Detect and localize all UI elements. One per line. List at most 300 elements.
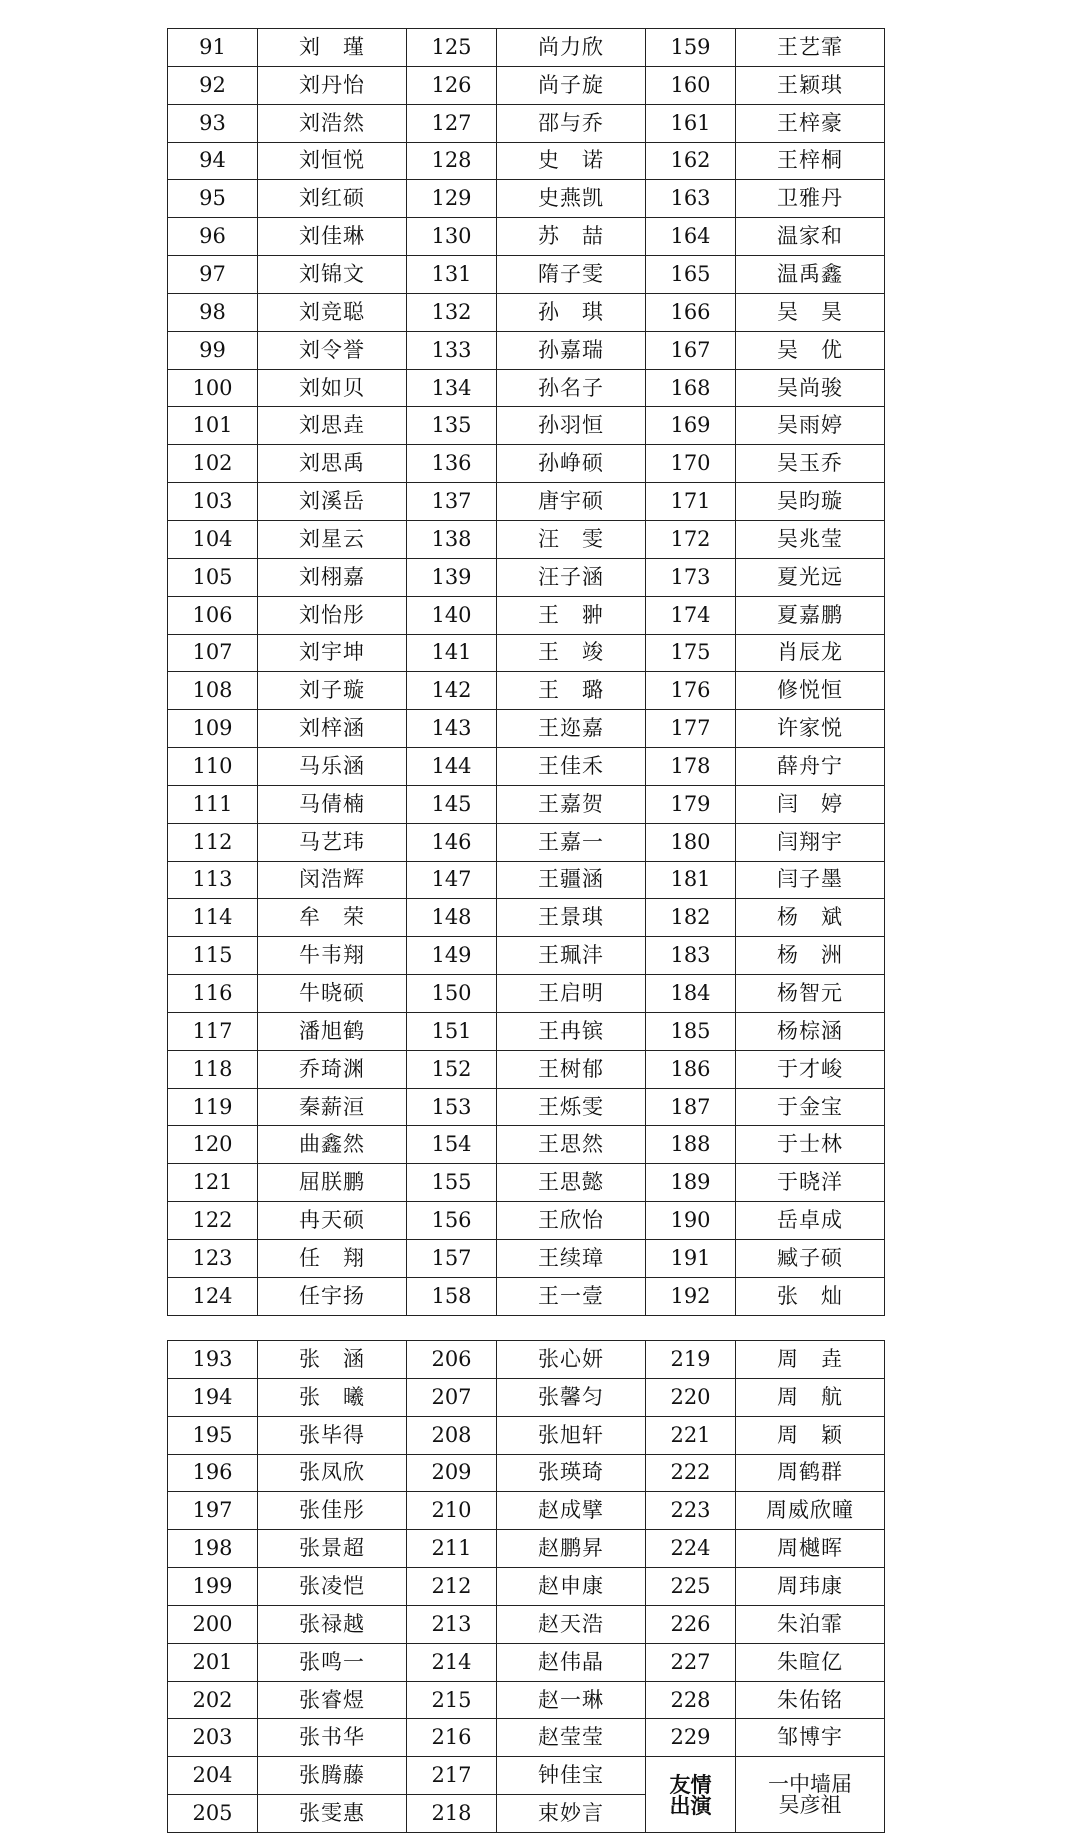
- cell-number: 109: [168, 710, 258, 748]
- cell-number: 116: [168, 975, 258, 1013]
- cell-number: 163: [646, 180, 736, 218]
- cell-number: 223: [646, 1492, 736, 1530]
- cell-number: 212: [407, 1568, 497, 1606]
- cell-number: 161: [646, 104, 736, 142]
- cell-name: 张瑛琦: [497, 1454, 646, 1492]
- cell-number: 106: [168, 596, 258, 634]
- cell-name: 马乐涵: [258, 748, 407, 786]
- cell-name: 刘如贝: [258, 369, 407, 407]
- cell-name: 苏 喆: [497, 218, 646, 256]
- cell-number: 126: [407, 66, 497, 104]
- cell-name: 肖辰龙: [736, 634, 885, 672]
- cell-name: 王思懿: [497, 1164, 646, 1202]
- cell-number: 111: [168, 785, 258, 823]
- cell-number: 145: [407, 785, 497, 823]
- cell-name: 王疆涵: [497, 861, 646, 899]
- table-row: [168, 1164, 885, 1202]
- cell-number: 224: [646, 1530, 736, 1568]
- cell-name: 王艺霏: [736, 29, 885, 67]
- cell-name: 赵一琳: [497, 1681, 646, 1719]
- cell-name: 王一壹: [497, 1277, 646, 1315]
- cell-number: 155: [407, 1164, 497, 1202]
- table-row: [168, 1378, 885, 1416]
- cell-number: 203: [168, 1719, 258, 1757]
- cell-name: 闵浩辉: [258, 861, 407, 899]
- cell-name: 张 曦: [258, 1378, 407, 1416]
- cell-number: 191: [646, 1240, 736, 1278]
- cell-number: 199: [168, 1568, 258, 1606]
- cell-name: 张凌恺: [258, 1568, 407, 1606]
- cell-name: 潘旭鹤: [258, 1012, 407, 1050]
- table-row: [168, 1757, 885, 1795]
- cell-name: 刘梓涵: [258, 710, 407, 748]
- cell-number: 182: [646, 899, 736, 937]
- table-row: [168, 634, 885, 672]
- cell-name: 于士林: [736, 1126, 885, 1164]
- cell-number: 147: [407, 861, 497, 899]
- table-row: [168, 1492, 885, 1530]
- cell-name: 牛韦翔: [258, 937, 407, 975]
- cell-number: 225: [646, 1568, 736, 1606]
- table-row: [168, 1126, 885, 1164]
- cell-name: 汪子涵: [497, 558, 646, 596]
- cell-name: 邹博宇: [736, 1719, 885, 1757]
- cell-number: 144: [407, 748, 497, 786]
- cell-name: 孙峥硕: [497, 445, 646, 483]
- cell-number: 96: [168, 218, 258, 256]
- cell-name: 夏嘉鹏: [736, 596, 885, 634]
- cell-number: 229: [646, 1719, 736, 1757]
- cell-number: 202: [168, 1681, 258, 1719]
- cell-number: 149: [407, 937, 497, 975]
- cell-number: 183: [646, 937, 736, 975]
- guest-name-line: 一中墙届: [768, 1771, 852, 1796]
- cell-number: 120: [168, 1126, 258, 1164]
- cell-name: 杨智元: [736, 975, 885, 1013]
- cell-name: 史 诺: [497, 142, 646, 180]
- cell-number: 226: [646, 1605, 736, 1643]
- cell-number: 139: [407, 558, 497, 596]
- cell-number: 152: [407, 1050, 497, 1088]
- cell-number: 146: [407, 823, 497, 861]
- cell-number: 175: [646, 634, 736, 672]
- cell-name: 臧子硕: [736, 1240, 885, 1278]
- cell-number: 99: [168, 331, 258, 369]
- cell-number: 176: [646, 672, 736, 710]
- cell-number: 133: [407, 331, 497, 369]
- cell-number: 151: [407, 1012, 497, 1050]
- cell-number: 190: [646, 1202, 736, 1240]
- cell-number: 160: [646, 66, 736, 104]
- cell-name: 赵莹莹: [497, 1719, 646, 1757]
- table-row: [168, 672, 885, 710]
- table-row: [168, 445, 885, 483]
- cell-name: 刘星云: [258, 520, 407, 558]
- table-row: [168, 218, 885, 256]
- cell-name: 刘浩然: [258, 104, 407, 142]
- cell-name: 隋子雯: [497, 256, 646, 294]
- cell-name: 周玮康: [736, 1568, 885, 1606]
- cell-name: 于才峻: [736, 1050, 885, 1088]
- cell-number: 154: [407, 1126, 497, 1164]
- table-row: [168, 596, 885, 634]
- guest-appearance-name: [736, 1757, 885, 1833]
- cell-name: 牛晓硕: [258, 975, 407, 1013]
- cell-number: 153: [407, 1088, 497, 1126]
- cell-number: 114: [168, 899, 258, 937]
- cell-number: 166: [646, 293, 736, 331]
- cell-number: 115: [168, 937, 258, 975]
- cell-name: 吴兆莹: [736, 520, 885, 558]
- cell-number: 179: [646, 785, 736, 823]
- cell-name: 朱泊霏: [736, 1605, 885, 1643]
- cell-name: 张馨匀: [497, 1378, 646, 1416]
- cell-name: 周威欣曈: [736, 1492, 885, 1530]
- cell-name: 王冉镔: [497, 1012, 646, 1050]
- cell-number: 168: [646, 369, 736, 407]
- table-row: [168, 483, 885, 521]
- cell-name: 秦薪洹: [258, 1088, 407, 1126]
- cell-number: 204: [168, 1757, 258, 1795]
- cell-name: 闫 婷: [736, 785, 885, 823]
- cell-name: 钟佳宝: [497, 1757, 646, 1795]
- cell-number: 165: [646, 256, 736, 294]
- cell-number: 98: [168, 293, 258, 331]
- cell-number: 228: [646, 1681, 736, 1719]
- cell-name: 刘令誉: [258, 331, 407, 369]
- cell-number: 125: [407, 29, 497, 67]
- table-row: [168, 180, 885, 218]
- table-row: [168, 293, 885, 331]
- cell-name: 许家悦: [736, 710, 885, 748]
- guest-label-line: 友情: [669, 1771, 712, 1797]
- cell-number: 134: [407, 369, 497, 407]
- cell-number: 101: [168, 407, 258, 445]
- table-row: [168, 1719, 885, 1757]
- cell-name: 杨棕涵: [736, 1012, 885, 1050]
- cell-name: 朱佑铭: [736, 1681, 885, 1719]
- table-row: [168, 369, 885, 407]
- cell-number: 170: [646, 445, 736, 483]
- cell-name: 王续璋: [497, 1240, 646, 1278]
- cell-name: 刘 瑾: [258, 29, 407, 67]
- cell-number: 137: [407, 483, 497, 521]
- cell-name: 王烁雯: [497, 1088, 646, 1126]
- cell-name: 夏光远: [736, 558, 885, 596]
- cell-number: 150: [407, 975, 497, 1013]
- cell-name: 刘思禹: [258, 445, 407, 483]
- cell-number: 128: [407, 142, 497, 180]
- cell-name: 马艺玮: [258, 823, 407, 861]
- table-row: [168, 823, 885, 861]
- cell-number: 218: [407, 1795, 497, 1833]
- table-row: [168, 710, 885, 748]
- table-row: [168, 558, 885, 596]
- cell-number: 143: [407, 710, 497, 748]
- cell-number: 117: [168, 1012, 258, 1050]
- cell-name: 吴雨婷: [736, 407, 885, 445]
- cell-name: 张旭轩: [497, 1416, 646, 1454]
- cell-number: 141: [407, 634, 497, 672]
- roster-table-1: [167, 28, 885, 1316]
- cell-name: 王迩嘉: [497, 710, 646, 748]
- cell-name: 尚子旋: [497, 66, 646, 104]
- cell-name: 卫雅丹: [736, 180, 885, 218]
- cell-number: 192: [646, 1277, 736, 1315]
- cell-number: 180: [646, 823, 736, 861]
- cell-number: 187: [646, 1088, 736, 1126]
- cell-number: 222: [646, 1454, 736, 1492]
- cell-name: 周 垚: [736, 1341, 885, 1379]
- table-row: [168, 1202, 885, 1240]
- cell-name: 刘恒悦: [258, 142, 407, 180]
- table-row: [168, 142, 885, 180]
- cell-number: 220: [646, 1378, 736, 1416]
- table-row: [168, 331, 885, 369]
- cell-name: 周 颖: [736, 1416, 885, 1454]
- cell-name: 张景超: [258, 1530, 407, 1568]
- guest-name-line: 吴彦祖: [778, 1792, 842, 1817]
- cell-name: 张腾藤: [258, 1757, 407, 1795]
- cell-number: 129: [407, 180, 497, 218]
- cell-number: 193: [168, 1341, 258, 1379]
- cell-number: 171: [646, 483, 736, 521]
- cell-name: 赵成擘: [497, 1492, 646, 1530]
- table-row: [168, 861, 885, 899]
- cell-number: 214: [407, 1643, 497, 1681]
- table-row: [168, 407, 885, 445]
- cell-name: 王嘉贺: [497, 785, 646, 823]
- cell-name: 刘宇坤: [258, 634, 407, 672]
- cell-name: 唐宇硕: [497, 483, 646, 521]
- table-row: [168, 1568, 885, 1606]
- cell-name: 任宇扬: [258, 1277, 407, 1315]
- cell-number: 138: [407, 520, 497, 558]
- cell-name: 刘丹怡: [258, 66, 407, 104]
- cell-number: 107: [168, 634, 258, 672]
- cell-name: 杨 洲: [736, 937, 885, 975]
- cell-number: 164: [646, 218, 736, 256]
- cell-name: 王欣怡: [497, 1202, 646, 1240]
- cell-name: 刘子璇: [258, 672, 407, 710]
- cell-name: 吴 昊: [736, 293, 885, 331]
- cell-number: 135: [407, 407, 497, 445]
- table-row: [168, 1240, 885, 1278]
- cell-name: 赵天浩: [497, 1605, 646, 1643]
- cell-number: 210: [407, 1492, 497, 1530]
- table-row: [168, 1454, 885, 1492]
- cell-number: 127: [407, 104, 497, 142]
- table-row: [168, 1088, 885, 1126]
- cell-number: 123: [168, 1240, 258, 1278]
- cell-number: 197: [168, 1492, 258, 1530]
- cell-name: 杨 斌: [736, 899, 885, 937]
- table-row: [168, 1681, 885, 1719]
- cell-number: 208: [407, 1416, 497, 1454]
- table-row: [168, 748, 885, 786]
- cell-name: 刘溪岳: [258, 483, 407, 521]
- cell-number: 205: [168, 1795, 258, 1833]
- table-row: [168, 899, 885, 937]
- roster-table-2: [167, 1340, 885, 1833]
- cell-name: 孙嘉瑞: [497, 331, 646, 369]
- cell-name: 史燕凯: [497, 180, 646, 218]
- cell-name: 王 璐: [497, 672, 646, 710]
- cell-name: 修悦恒: [736, 672, 885, 710]
- cell-name: 张书华: [258, 1719, 407, 1757]
- table-row: [168, 256, 885, 294]
- cell-name: 孙 琪: [497, 293, 646, 331]
- cell-name: 王珮沣: [497, 937, 646, 975]
- cell-name: 刘锦文: [258, 256, 407, 294]
- cell-name: 闫子墨: [736, 861, 885, 899]
- table-row: [168, 1605, 885, 1643]
- cell-name: 张毕得: [258, 1416, 407, 1454]
- cell-name: 汪 雯: [497, 520, 646, 558]
- cell-number: 105: [168, 558, 258, 596]
- cell-number: 198: [168, 1530, 258, 1568]
- cell-name: 张禄越: [258, 1605, 407, 1643]
- cell-name: 曲鑫然: [258, 1126, 407, 1164]
- cell-number: 177: [646, 710, 736, 748]
- cell-number: 102: [168, 445, 258, 483]
- table-row: [168, 66, 885, 104]
- table-row: [168, 520, 885, 558]
- cell-number: 213: [407, 1605, 497, 1643]
- cell-number: 167: [646, 331, 736, 369]
- cell-number: 156: [407, 1202, 497, 1240]
- cell-number: 108: [168, 672, 258, 710]
- cell-number: 209: [407, 1454, 497, 1492]
- cell-name: 孙羽恒: [497, 407, 646, 445]
- cell-number: 188: [646, 1126, 736, 1164]
- cell-name: 于金宝: [736, 1088, 885, 1126]
- table-row: [168, 975, 885, 1013]
- cell-name: 屈朕鹏: [258, 1164, 407, 1202]
- cell-name: 孙名子: [497, 369, 646, 407]
- cell-name: 朱暄亿: [736, 1643, 885, 1681]
- cell-name: 吴玉乔: [736, 445, 885, 483]
- cell-number: 92: [168, 66, 258, 104]
- cell-name: 张鸣一: [258, 1643, 407, 1681]
- cell-name: 王佳禾: [497, 748, 646, 786]
- cell-number: 95: [168, 180, 258, 218]
- cell-name: 王颖琪: [736, 66, 885, 104]
- table-row: [168, 1277, 885, 1315]
- cell-number: 162: [646, 142, 736, 180]
- cell-name: 王 翀: [497, 596, 646, 634]
- cell-name: 王嘉一: [497, 823, 646, 861]
- cell-number: 103: [168, 483, 258, 521]
- cell-name: 乔琦渊: [258, 1050, 407, 1088]
- cell-number: 215: [407, 1681, 497, 1719]
- cell-number: 184: [646, 975, 736, 1013]
- cell-name: 刘怡彤: [258, 596, 407, 634]
- cell-name: 刘栩嘉: [258, 558, 407, 596]
- cell-name: 赵鹏昇: [497, 1530, 646, 1568]
- cell-number: 104: [168, 520, 258, 558]
- cell-number: 221: [646, 1416, 736, 1454]
- cell-number: 113: [168, 861, 258, 899]
- cell-name: 王 竣: [497, 634, 646, 672]
- cell-number: 121: [168, 1164, 258, 1202]
- table-row: [168, 1050, 885, 1088]
- guest-label-line: 出演: [669, 1792, 712, 1818]
- table-row: [168, 1012, 885, 1050]
- cell-number: 173: [646, 558, 736, 596]
- cell-number: 207: [407, 1378, 497, 1416]
- cell-name: 张雯惠: [258, 1795, 407, 1833]
- cell-number: 130: [407, 218, 497, 256]
- cell-name: 张 灿: [736, 1277, 885, 1315]
- cell-name: 周 航: [736, 1378, 885, 1416]
- cell-number: 227: [646, 1643, 736, 1681]
- cell-name: 张睿煜: [258, 1681, 407, 1719]
- cell-number: 93: [168, 104, 258, 142]
- cell-number: 206: [407, 1341, 497, 1379]
- cell-name: 马倩楠: [258, 785, 407, 823]
- cell-name: 尚力欣: [497, 29, 646, 67]
- cell-number: 136: [407, 445, 497, 483]
- cell-name: 于晓洋: [736, 1164, 885, 1202]
- cell-number: 172: [646, 520, 736, 558]
- cell-name: 邵与乔: [497, 104, 646, 142]
- cell-name: 王思然: [497, 1126, 646, 1164]
- cell-number: 158: [407, 1277, 497, 1315]
- cell-name: 张佳彤: [258, 1492, 407, 1530]
- cell-name: 王梓豪: [736, 104, 885, 142]
- cell-name: 刘竞聪: [258, 293, 407, 331]
- cell-name: 张 涵: [258, 1341, 407, 1379]
- cell-number: 132: [407, 293, 497, 331]
- cell-number: 157: [407, 1240, 497, 1278]
- cell-number: 112: [168, 823, 258, 861]
- cell-name: 吴昀璇: [736, 483, 885, 521]
- cell-number: 169: [646, 407, 736, 445]
- cell-name: 吴 优: [736, 331, 885, 369]
- cell-name: 任 翔: [258, 1240, 407, 1278]
- table-row: [168, 29, 885, 67]
- cell-name: 张心妍: [497, 1341, 646, 1379]
- cell-number: 131: [407, 256, 497, 294]
- cell-number: 186: [646, 1050, 736, 1088]
- cell-name: 周鹤群: [736, 1454, 885, 1492]
- cell-name: 束妙言: [497, 1795, 646, 1833]
- cell-number: 185: [646, 1012, 736, 1050]
- table-row: [168, 1643, 885, 1681]
- cell-number: 189: [646, 1164, 736, 1202]
- cell-number: 201: [168, 1643, 258, 1681]
- cell-number: 194: [168, 1378, 258, 1416]
- table-row: [168, 937, 885, 975]
- cell-number: 211: [407, 1530, 497, 1568]
- cell-name: 赵伟晶: [497, 1643, 646, 1681]
- cell-name: 温禹鑫: [736, 256, 885, 294]
- cell-name: 闫翔宇: [736, 823, 885, 861]
- cell-number: 159: [646, 29, 736, 67]
- cell-name: 王梓桐: [736, 142, 885, 180]
- table-row: [168, 785, 885, 823]
- cell-number: 124: [168, 1277, 258, 1315]
- cell-name: 岳卓成: [736, 1202, 885, 1240]
- cell-name: 张凤欣: [258, 1454, 407, 1492]
- cell-number: 142: [407, 672, 497, 710]
- cell-name: 赵申康: [497, 1568, 646, 1606]
- cell-number: 119: [168, 1088, 258, 1126]
- cell-name: 牟 荣: [258, 899, 407, 937]
- cell-number: 118: [168, 1050, 258, 1088]
- cell-number: 94: [168, 142, 258, 180]
